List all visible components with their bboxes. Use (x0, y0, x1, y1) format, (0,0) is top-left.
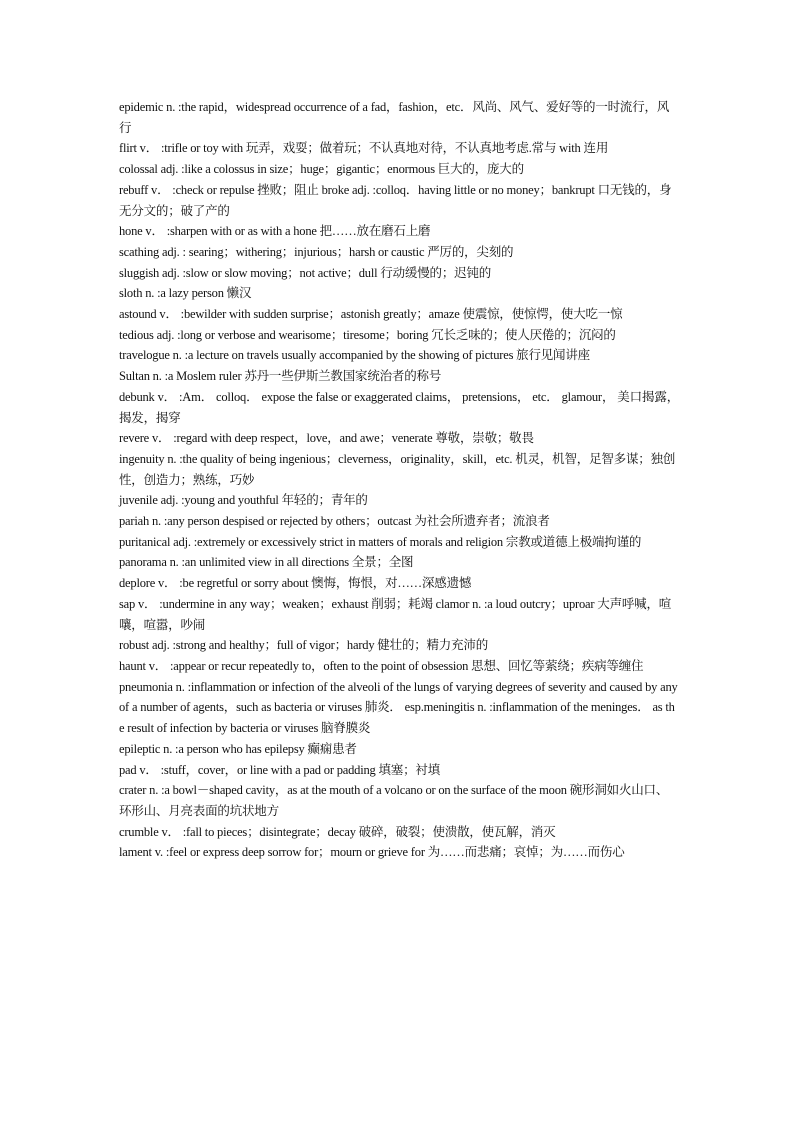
entry-sluggish: sluggish adj. :slow or slow moving；not active；dull 行动缓慢的；迟钝的 (119, 265, 492, 280)
entry-tedious: tedious adj. :long or verbose and wearisome；tiresome；boring 冗长乏味的；使人厌倦的；沉闷的 (119, 327, 616, 342)
entry-crater: crater n. :a bowl－shaped cavity，as at the mouth of a volcano or on the surface of the moon 碗形洞如火山口、环形山、月亮表面的坑状地方 (119, 783, 669, 818)
document-page (119, 97, 679, 863)
entry-colossal: colossal adj. :like a colossus in size；huge；gigantic；enormous 巨大的，庞大的 (119, 162, 524, 177)
entry-debunk: debunk v． :Am． colloq． expose the false or exaggerated claims， pretensions， etc． glamour， 美口揭露，揭发，揭穿 (119, 389, 679, 425)
entry-ingenuity: ingenuity n. :the quality of being ingenious；cleverness，originality，skill，etc. 机灵，机智，足智多谋；独创性，创造力；熟练，巧妙 (119, 451, 676, 487)
entry-flirt: flirt v． :trifle or toy with 玩弄，戏耍；做着玩；不认真地对待，不认真地考虑.常与 with 连用 (119, 141, 609, 156)
entry-travelogue: travelogue n. :a lecture on travels usually accompanied by the showing of pictures 旅行见闻讲座 (119, 348, 590, 363)
entry-hone: hone v． :sharpen with or as with a hone 把……放在磨石上磨 (119, 224, 431, 239)
entry-robust: robust adj. :strong and healthy；full of vigor；hardy 健壮的；精力充沛的 (119, 638, 489, 653)
entry-juvenile: juvenile adj. :young and youthful 年轻的；青年的 (119, 493, 368, 508)
entry-pariah: pariah n. :any person despised or rejected by others；outcast 为社会所遗弃者；流浪者 (119, 514, 550, 529)
entry-lament: lament v. :feel or express deep sorrow for；mourn or grieve for 为……而悲痛；哀悼；为……而伤心 (119, 845, 625, 860)
entry-pad: pad v． :stuff，cover，or line with a pad or padding 填塞；衬填 (119, 762, 441, 777)
entry-panorama: panorama n. :an unlimited view in all directions 全景；全图 (119, 555, 414, 570)
entry-astound: astound v． :bewilder with sudden surprise；astonish greatly；amaze 使震惊，使惊愕，使大吃一惊 (119, 307, 623, 322)
entry-rebuff: rebuff v． :check or repulse 挫败；阻止 broke adj. :colloq．having little or no money；bankrupt 口无钱的，身无分文的；破了产的 (119, 182, 672, 218)
entry-sap: sap v． :undermine in any way；weaken；exhaust 削弱；耗竭 clamor n. :a loud outcry；uproar 大声呼喊，喧嚷，喧嚣，吵闹 (119, 596, 672, 632)
entry-epidemic: epidemic n. :the rapid，widespread occurrence of a fad，fashion，etc．风尚、风气、爱好等的一时流行，风行 (119, 100, 670, 135)
entry-sloth: sloth n. :a lazy person 懒汉 (119, 286, 252, 301)
entry-epileptic: epileptic n. :a person who has epilepsy 癫痫患者 (119, 741, 357, 756)
entry-haunt: haunt v． :appear or recur repeatedly to，often to the point of obsession 思想、回忆等萦绕；疾病等缠住 (119, 658, 644, 673)
entry-crumble: crumble v． :fall to pieces；disintegrate；decay 破碎，破裂；使溃散，使瓦解，消灭 (119, 824, 556, 839)
entry-deplore: deplore v． :be regretful or sorry about 懊悔，悔恨，对……深感遗憾 (119, 576, 472, 591)
entry-pneumonia: pneumonia n. :inflammation or infection of the alveoli of the lungs of varying degrees of severity and caused by any of a number of agents，such as bacteria or viruses 肺炎． esp.meningitis n. :inflammation of the meninges． as the result of infection by bacteria or viruses 脑脊膜炎 (119, 679, 678, 736)
entry-puritanical: puritanical adj. :extremely or excessively strict in matters of morals and religion 宗教或道德上极端拘谨的 (119, 534, 642, 549)
entry-scathing: scathing adj. : searing；withering；injurious；harsh or caustic 严厉的，尖刻的 (119, 244, 514, 259)
entry-revere: revere v． :regard with deep respect，love，and awe；venerate 尊敬，崇敬；敬畏 (119, 431, 534, 446)
entry-sultan: Sultan n. :a Moslem ruler 苏丹一些伊斯兰教国家统治者的称号 (119, 369, 442, 384)
